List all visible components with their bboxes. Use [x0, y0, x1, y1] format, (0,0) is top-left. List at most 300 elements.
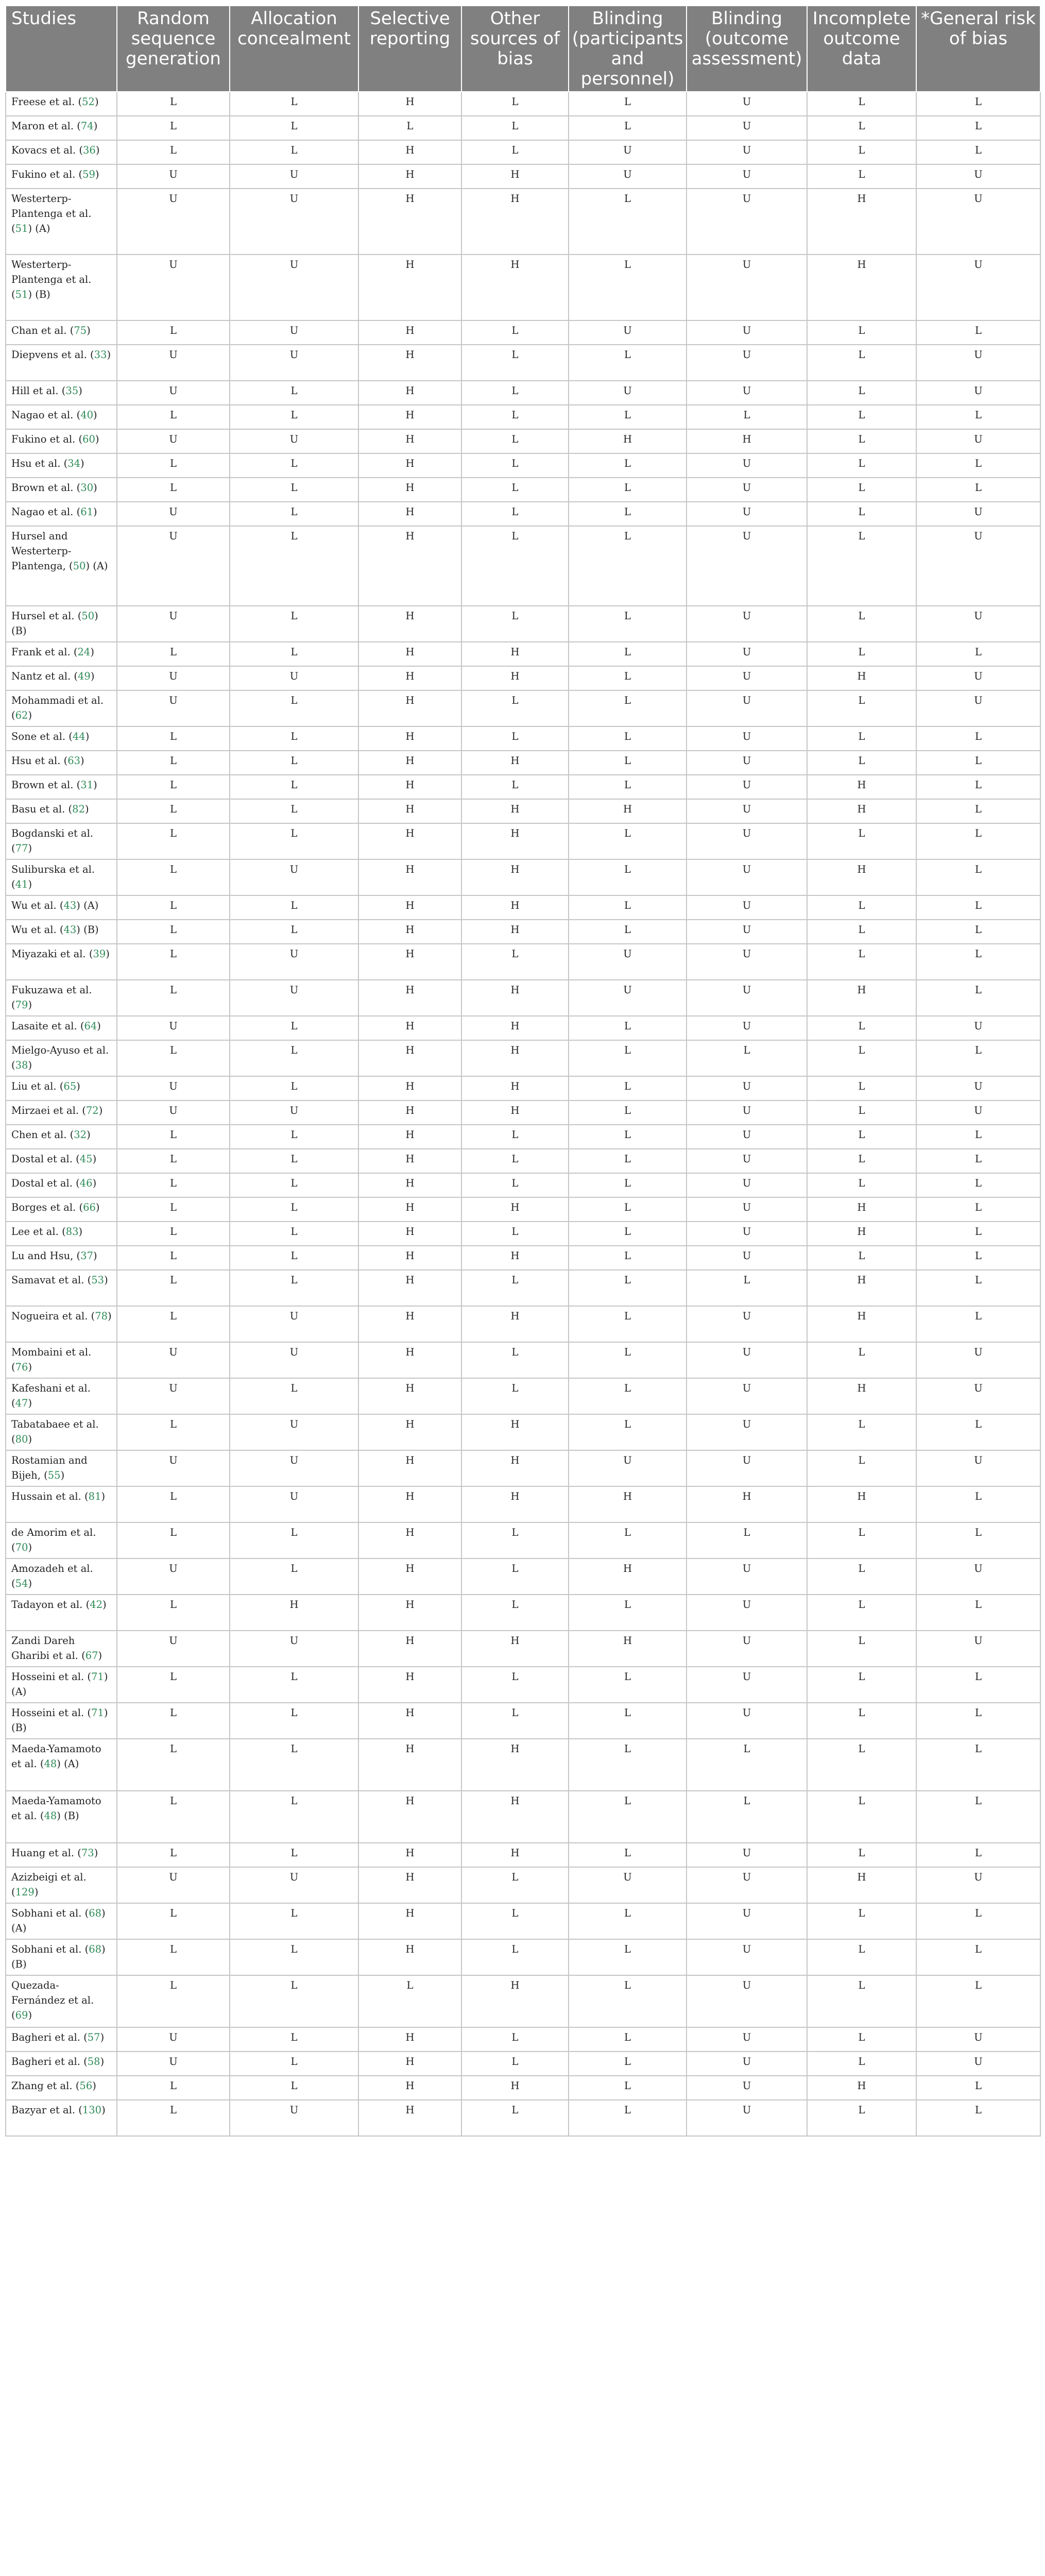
- rating-cell: U: [230, 1450, 358, 1486]
- reference-link[interactable]: 71: [91, 1707, 104, 1719]
- rating-cell: U: [230, 2100, 358, 2136]
- rating-cell: L: [569, 1016, 687, 1040]
- rating-cell: L: [569, 1903, 687, 1939]
- rating-cell: H: [569, 799, 687, 823]
- rating-cell: L: [461, 1222, 569, 1246]
- reference-link[interactable]: 71: [91, 1671, 104, 1683]
- rating-cell: U: [687, 116, 807, 140]
- table-row: [6, 859, 1040, 895]
- reference-link[interactable]: 64: [84, 1020, 97, 1032]
- paren-open: (: [76, 144, 83, 156]
- rating-cell: H: [358, 944, 461, 980]
- rating-cell: L: [569, 1378, 687, 1414]
- reference-link[interactable]: 35: [65, 385, 79, 397]
- rating-cell: L: [569, 920, 687, 944]
- paren-open: (: [75, 433, 83, 445]
- rating-cell: L: [461, 1378, 569, 1414]
- reference-link[interactable]: 43: [63, 900, 77, 911]
- rating-cell: L: [230, 1939, 358, 1975]
- rating-cell: L: [461, 775, 569, 799]
- paren-open: (: [84, 1274, 92, 1286]
- reference-link[interactable]: 37: [80, 1250, 93, 1262]
- paren-close: ): [90, 670, 95, 682]
- rating-cell: L: [230, 1040, 358, 1076]
- rating-cell: L: [916, 799, 1040, 823]
- table-row: [6, 606, 1040, 642]
- reference-link[interactable]: 30: [80, 482, 94, 494]
- paren-open: (: [65, 803, 73, 815]
- rating-cell: U: [687, 1631, 807, 1667]
- study-suffix: (B): [80, 924, 99, 936]
- rating-cell: H: [358, 189, 461, 255]
- header-random-sequence: Random sequence generation: [117, 6, 230, 92]
- rating-cell: L: [117, 1667, 230, 1703]
- paren-open: (: [60, 457, 68, 469]
- rating-cell: L: [230, 116, 358, 140]
- rating-cell: L: [569, 1125, 687, 1149]
- rating-cell: U: [687, 859, 807, 895]
- rating-cell: L: [230, 895, 358, 920]
- study-name: Huang et al.: [11, 1847, 75, 1859]
- rating-cell: L: [916, 1414, 1040, 1450]
- study-cell: [6, 666, 117, 690]
- rating-cell: H: [358, 1306, 461, 1342]
- study-cell: [6, 140, 117, 164]
- rating-cell: L: [807, 1246, 916, 1270]
- rating-cell: H: [461, 980, 569, 1016]
- table-row: [6, 502, 1040, 526]
- rating-cell: L: [117, 1270, 230, 1306]
- rating-cell: L: [807, 1595, 916, 1631]
- table-row: [6, 1306, 1040, 1342]
- paren-close: ): [101, 1490, 106, 1502]
- rating-cell: U: [916, 1342, 1040, 1378]
- rating-cell: U: [230, 1631, 358, 1667]
- rating-cell: L: [916, 920, 1040, 944]
- reference-link[interactable]: 82: [72, 803, 85, 815]
- rating-cell: H: [807, 1197, 916, 1222]
- paren-open: (: [66, 1129, 74, 1141]
- table-row: [6, 1867, 1040, 1903]
- rating-cell: L: [569, 116, 687, 140]
- rating-cell: H: [461, 189, 569, 255]
- rating-cell: H: [358, 140, 461, 164]
- rating-cell: L: [230, 1791, 358, 1843]
- reference-link[interactable]: 51: [15, 223, 28, 234]
- rating-cell: L: [807, 1016, 916, 1040]
- reference-link[interactable]: 44: [72, 731, 85, 742]
- study-name: Hsu et al.: [11, 457, 61, 469]
- rating-cell: L: [461, 1149, 569, 1173]
- reference-link[interactable]: 77: [15, 842, 28, 854]
- rating-cell: L: [569, 405, 687, 429]
- reference-link[interactable]: 66: [83, 1201, 96, 1213]
- study-cell: [6, 1739, 117, 1791]
- reference-link[interactable]: 50: [81, 610, 95, 622]
- reference-link[interactable]: 83: [65, 1226, 79, 1238]
- reference-link[interactable]: 42: [90, 1599, 103, 1611]
- study-cell: [6, 690, 117, 726]
- reference-link[interactable]: 57: [87, 2031, 100, 2043]
- reference-link[interactable]: 74: [80, 120, 94, 132]
- rating-cell: L: [569, 1100, 687, 1125]
- study-suffix: (B): [11, 625, 27, 637]
- rating-cell: L: [117, 1486, 230, 1522]
- study-cell: [6, 895, 117, 920]
- reference-link[interactable]: 32: [74, 1129, 87, 1141]
- rating-cell: U: [687, 642, 807, 666]
- rating-cell: H: [461, 920, 569, 944]
- table-row: [6, 1667, 1040, 1703]
- reference-link[interactable]: 41: [15, 878, 28, 890]
- reference-link[interactable]: 39: [93, 948, 106, 960]
- rating-cell: U: [687, 1125, 807, 1149]
- reference-link[interactable]: 59: [82, 168, 95, 180]
- header-allocation: Allocation concealment: [230, 6, 358, 92]
- reference-link[interactable]: 58: [87, 2056, 100, 2067]
- rating-cell: L: [230, 823, 358, 859]
- paren-open: (: [73, 506, 81, 518]
- rating-cell: L: [230, 606, 358, 642]
- table-row: [6, 1016, 1040, 1040]
- study-suffix: (A): [11, 1686, 27, 1698]
- rating-cell: L: [916, 1125, 1040, 1149]
- rating-cell: U: [230, 1414, 358, 1450]
- paren-close: ): [28, 1397, 32, 1409]
- rating-cell: L: [117, 2076, 230, 2100]
- rating-cell: L: [230, 1270, 358, 1306]
- paren-close: ): [28, 1541, 32, 1553]
- paren-close: ): [101, 1907, 106, 1919]
- rating-cell: L: [687, 1040, 807, 1076]
- rating-cell: H: [358, 1791, 461, 1843]
- rating-cell: L: [117, 920, 230, 944]
- rating-cell: U: [117, 1016, 230, 1040]
- rating-cell: L: [807, 526, 916, 606]
- study-cell: [6, 1125, 117, 1149]
- reference-link[interactable]: 47: [15, 1397, 28, 1409]
- reference-link[interactable]: 75: [74, 325, 87, 336]
- reference-link[interactable]: 31: [80, 779, 94, 791]
- rating-cell: U: [687, 502, 807, 526]
- rating-cell: H: [807, 859, 916, 895]
- reference-link[interactable]: 24: [77, 646, 91, 658]
- rating-cell: L: [461, 1903, 569, 1939]
- rating-cell: U: [687, 1016, 807, 1040]
- study-name: de Amorim et al.: [11, 1527, 96, 1538]
- rating-cell: L: [461, 92, 569, 116]
- rating-cell: L: [461, 2027, 569, 2052]
- rating-cell: U: [916, 2027, 1040, 2052]
- rating-cell: H: [358, 1222, 461, 1246]
- study-cell: [6, 164, 117, 189]
- reference-link[interactable]: 43: [63, 924, 77, 936]
- study-cell: [6, 606, 117, 642]
- rating-cell: U: [117, 666, 230, 690]
- rating-cell: L: [230, 1173, 358, 1197]
- reference-link[interactable]: 50: [73, 560, 86, 572]
- rating-cell: L: [230, 1903, 358, 1939]
- study-name: Mohammadi et al.: [11, 694, 104, 706]
- rating-cell: L: [461, 320, 569, 345]
- paren-close: ): [101, 1943, 106, 1955]
- reference-link[interactable]: 33: [94, 349, 107, 361]
- paren-close: ): [57, 1810, 61, 1822]
- rating-cell: L: [569, 2100, 687, 2136]
- paren-open: (: [65, 560, 73, 572]
- reference-link[interactable]: 130: [82, 2104, 102, 2116]
- rating-cell: U: [117, 1378, 230, 1414]
- study-name: Freese et al.: [11, 96, 75, 108]
- rating-cell: L: [916, 116, 1040, 140]
- study-cell: [6, 642, 117, 666]
- study-cell: [6, 381, 117, 405]
- paren-open: (: [72, 1153, 80, 1165]
- rating-cell: U: [569, 164, 687, 189]
- study-name: Hursel et al.: [11, 610, 75, 622]
- reference-link[interactable]: 54: [15, 1578, 28, 1589]
- rating-cell: L: [569, 606, 687, 642]
- rating-cell: L: [117, 405, 230, 429]
- rating-cell: L: [461, 1939, 569, 1975]
- rating-cell: U: [916, 429, 1040, 453]
- paren-open: (: [37, 1810, 44, 1822]
- reference-link[interactable]: 62: [15, 709, 28, 721]
- study-cell: [6, 1100, 117, 1125]
- rating-cell: H: [461, 1791, 569, 1843]
- rating-cell: L: [807, 1522, 916, 1558]
- rating-cell: H: [461, 859, 569, 895]
- table-row: [6, 345, 1040, 381]
- reference-link[interactable]: 51: [15, 289, 28, 300]
- rating-cell: L: [807, 920, 916, 944]
- paren-open: (: [11, 1397, 15, 1409]
- rating-cell: L: [807, 2027, 916, 2052]
- paren-close: ): [60, 1469, 65, 1481]
- reference-link[interactable]: 73: [81, 1847, 94, 1859]
- rating-cell: H: [358, 478, 461, 502]
- reference-link[interactable]: 79: [15, 999, 28, 1011]
- table-row: [6, 666, 1040, 690]
- rating-cell: H: [687, 429, 807, 453]
- reference-link[interactable]: 78: [95, 1310, 108, 1322]
- paren-close: ): [28, 1578, 32, 1589]
- reference-link[interactable]: 48: [44, 1758, 57, 1770]
- study-name: Sone et al.: [11, 731, 66, 742]
- rating-cell: H: [358, 1558, 461, 1595]
- reference-link[interactable]: 48: [44, 1810, 57, 1822]
- study-name: Dostal et al.: [11, 1177, 73, 1189]
- study-cell: [6, 1306, 117, 1342]
- rating-cell: U: [230, 944, 358, 980]
- rating-cell: U: [687, 2076, 807, 2100]
- reference-link[interactable]: 53: [91, 1274, 105, 1286]
- paren-close: ): [87, 1129, 91, 1141]
- reference-link[interactable]: 55: [47, 1469, 61, 1481]
- rating-cell: L: [807, 320, 916, 345]
- rating-cell: U: [117, 1342, 230, 1378]
- rating-cell: L: [117, 320, 230, 345]
- rating-cell: L: [916, 1173, 1040, 1197]
- study-name: Liu et al.: [11, 1080, 57, 1092]
- study-name: Maeda-Yamamoto et al.: [11, 1743, 101, 1770]
- rating-cell: L: [916, 1486, 1040, 1522]
- reference-link[interactable]: 60: [82, 433, 95, 445]
- reference-link[interactable]: 129: [15, 1886, 35, 1898]
- study-name: Hosseini et al.: [11, 1671, 84, 1683]
- rating-cell: L: [807, 1125, 916, 1149]
- reference-link[interactable]: 69: [15, 2009, 28, 2021]
- paren-open: (: [71, 670, 78, 682]
- reference-link[interactable]: 34: [67, 457, 81, 469]
- table-row: [6, 895, 1040, 920]
- reference-link[interactable]: 63: [67, 755, 81, 767]
- rating-cell: L: [230, 1246, 358, 1270]
- rating-cell: L: [117, 1739, 230, 1791]
- rating-cell: U: [687, 453, 807, 478]
- rating-cell: L: [807, 381, 916, 405]
- rating-cell: U: [230, 1100, 358, 1125]
- table-row: [6, 1486, 1040, 1522]
- rating-cell: L: [916, 1306, 1040, 1342]
- rating-cell: U: [687, 2027, 807, 2052]
- rating-cell: L: [916, 726, 1040, 751]
- study-cell: [6, 1486, 117, 1522]
- rating-cell: U: [687, 1246, 807, 1270]
- reference-link[interactable]: 61: [80, 506, 94, 518]
- study-name: Chan et al.: [11, 325, 67, 336]
- paren-close: ): [101, 2104, 106, 2116]
- rating-cell: L: [230, 1558, 358, 1595]
- reference-link[interactable]: 67: [85, 1650, 98, 1662]
- rating-cell: L: [916, 1270, 1040, 1306]
- rating-cell: H: [358, 1703, 461, 1739]
- rating-cell: L: [916, 1197, 1040, 1222]
- reference-link[interactable]: 38: [15, 1059, 28, 1071]
- rating-cell: H: [807, 1867, 916, 1903]
- reference-link[interactable]: 68: [89, 1907, 102, 1919]
- rating-cell: L: [230, 2027, 358, 2052]
- study-suffix: (A): [11, 1922, 27, 1934]
- rating-cell: L: [117, 478, 230, 502]
- rating-cell: H: [358, 1739, 461, 1791]
- rating-cell: H: [461, 1016, 569, 1040]
- paren-open: (: [81, 1943, 89, 1955]
- rating-cell: H: [461, 666, 569, 690]
- reference-link[interactable]: 72: [85, 1105, 99, 1116]
- rating-cell: L: [461, 944, 569, 980]
- rating-cell: L: [916, 405, 1040, 429]
- study-cell: [6, 799, 117, 823]
- rating-cell: H: [358, 1631, 461, 1667]
- paren-open: (: [77, 1020, 84, 1032]
- rating-cell: L: [807, 1558, 916, 1595]
- rating-cell: H: [461, 1306, 569, 1342]
- study-name: Lu and Hsu,: [11, 1250, 74, 1262]
- reference-link[interactable]: 81: [88, 1490, 101, 1502]
- reference-link[interactable]: 56: [79, 2080, 93, 2092]
- rating-cell: U: [117, 2027, 230, 2052]
- paren-open: (: [73, 409, 81, 421]
- rating-cell: L: [569, 1975, 687, 2027]
- table-row: [6, 726, 1040, 751]
- rating-cell: L: [807, 502, 916, 526]
- rating-cell: H: [358, 1173, 461, 1197]
- rating-cell: U: [117, 690, 230, 726]
- reference-link[interactable]: 36: [83, 144, 96, 156]
- paren-open: (: [11, 1059, 15, 1071]
- reference-link[interactable]: 49: [78, 670, 91, 682]
- rating-cell: U: [117, 1558, 230, 1595]
- rating-cell: L: [230, 1378, 358, 1414]
- table-row: [6, 1939, 1040, 1975]
- study-cell: [6, 502, 117, 526]
- rating-cell: U: [230, 1867, 358, 1903]
- paren-open: (: [81, 1490, 89, 1502]
- rating-cell: H: [358, 2027, 461, 2052]
- rating-cell: L: [807, 944, 916, 980]
- rating-cell: L: [230, 478, 358, 502]
- paren-close: ): [93, 779, 97, 791]
- rating-cell: L: [916, 478, 1040, 502]
- reference-link[interactable]: 68: [89, 1943, 102, 1955]
- rating-cell: U: [230, 859, 358, 895]
- rating-cell: L: [117, 859, 230, 895]
- paren-open: (: [70, 646, 78, 658]
- reference-link[interactable]: 65: [63, 1080, 77, 1092]
- reference-link[interactable]: 46: [79, 1177, 93, 1189]
- rating-cell: L: [230, 381, 358, 405]
- rating-cell: H: [358, 1016, 461, 1040]
- study-name: Sobhani et al.: [11, 1907, 82, 1919]
- rating-cell: H: [461, 255, 569, 320]
- rating-cell: H: [358, 164, 461, 189]
- study-name: Dostal et al.: [11, 1153, 73, 1165]
- study-name: Bagheri et al.: [11, 2056, 80, 2067]
- rating-cell: L: [117, 1903, 230, 1939]
- rating-cell: U: [117, 255, 230, 320]
- rating-cell: H: [358, 1197, 461, 1222]
- rating-cell: L: [569, 526, 687, 606]
- paren-close: ): [87, 325, 91, 336]
- rating-cell: U: [916, 381, 1040, 405]
- reference-link[interactable]: 76: [15, 1361, 28, 1373]
- reference-link[interactable]: 40: [80, 409, 94, 421]
- reference-link[interactable]: 52: [82, 96, 95, 108]
- reference-link[interactable]: 70: [15, 1541, 28, 1553]
- study-cell: [6, 345, 117, 381]
- paren-open: (: [11, 878, 15, 890]
- rating-cell: L: [569, 1939, 687, 1975]
- rating-cell: L: [807, 1342, 916, 1378]
- rating-cell: L: [117, 1173, 230, 1197]
- rating-cell: H: [358, 1270, 461, 1306]
- reference-link[interactable]: 45: [79, 1153, 93, 1165]
- study-name: Amozadeh et al.: [11, 1563, 93, 1574]
- paren-open: (: [74, 120, 81, 132]
- rating-cell: H: [358, 1414, 461, 1450]
- study-cell: [6, 920, 117, 944]
- rating-cell: U: [687, 1100, 807, 1125]
- study-name: Sobhani et al.: [11, 1943, 82, 1955]
- reference-link[interactable]: 80: [15, 1433, 28, 1445]
- rating-cell: L: [461, 1125, 569, 1149]
- rating-cell: L: [916, 140, 1040, 164]
- rating-cell: L: [461, 381, 569, 405]
- rating-cell: L: [687, 1270, 807, 1306]
- rating-cell: L: [230, 1016, 358, 1040]
- rating-cell: L: [807, 1414, 916, 1450]
